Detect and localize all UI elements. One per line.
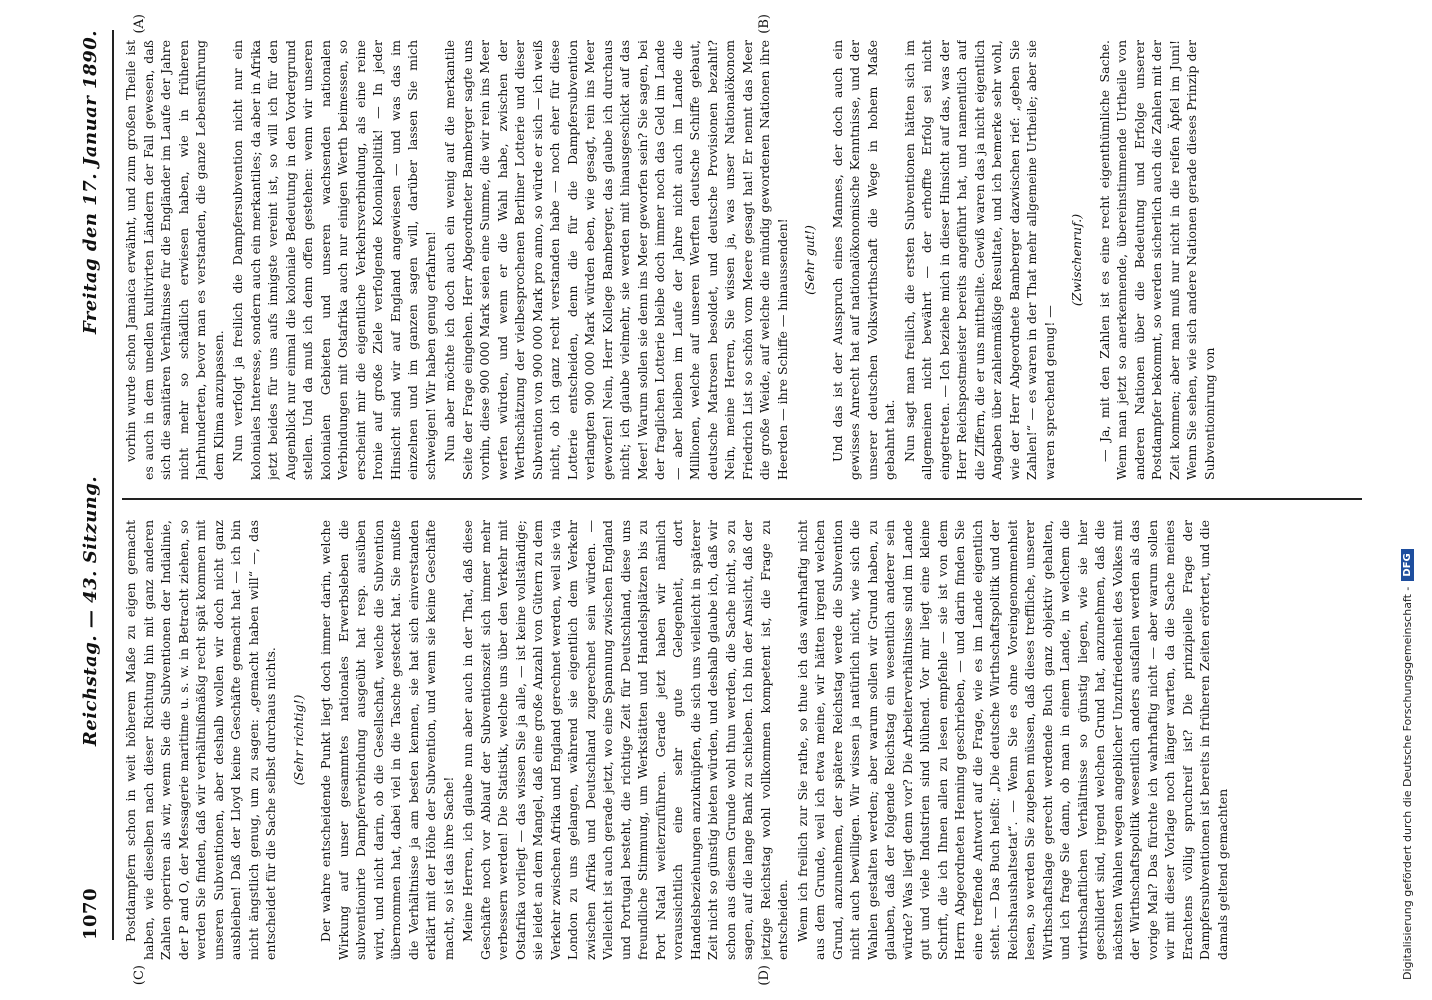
left-text-column [122, 40, 1352, 480]
page-header [70, 30, 110, 940]
paragraph: Nun verfolgt ja freilich die Dampfersubvention nicht nur ein koloniales Interesse, sondern auch ein merkantiles; da aber in Afrika jetzt beides für uns aufs innigste vereint ist, so will ich für den Augenblick nur einmal die koloniale Bedeutung in den Vordergrund stellen. Und da muß ich denn offen gestehen: wenn wir unseren kolonialen Gebieten und unseren wachsenden nationalen Verbindungen mit Ostafrika auch nur einigen Werth beimessen, so erscheint mir die eigentliche Verkehrsverbindung, als eine reine Ironie auf große Ziele verfolgende Kolonialpolitik! — In jeder Hinsicht sind wir auf England angewiesen — und was das im einzelnen und im ganzen sagen will, darüber lassen Sie mich schweigen! Wir haben genug erfahren! [230, 40, 438, 480]
digitization-credit [1392, 20, 1422, 980]
header-rule [112, 30, 114, 940]
paragraph: Nun aber möchte ich doch auch ein wenig auf die merkantile Seite der Frage eingehen. Herr Abgeordneter Bamberger sagte uns vorhin, diese 900 000 Mark seien eine Summe, die wir rein ins Meer werfen würden, und wenn er die Wahl habe, zwischen der Werthschätzung der vielbesprochenen Berliner Lotterie und dieser Subvention von 900 000 Mark pro anno, so würde er sich — ich weiß nicht, ob ich ganz recht verstanden habe — noch eher für diese Lotterie entscheiden, denn die für die Dampfersubvention verlangten 900 000 Mark würden eben, wie gesagt, rein ins Meer geworfen! Nein, Herr Kollege Bamberger, das glaube ich durchaus nicht; ich glaube vielmehr, sie werden mit hinausgeschickt auf das Meer! Warum sollen sie denn ins Meer geworfen sein? Sie sagen, bei der fraglichen Lotterie bleibe doch immer noch das Geld im Lande — aber bleiben im Laufe der Jahre nicht auch im Lande die Millionen, welche auf unseren Werften deutsche Schiffe gebaut, deutsche Matrosen besoldet, und deutsche Provisionen bezahlt? Nein, meine Herren, Sie wissen ja, was unser Nationalökonom Friedrich List so schön vom Meere gesagt hat! Er nennt das Meer die große Weide, auf welche die mündig gewordenen Nationen ihre Heerden — ihre Schiffe — hinaussenden! [442, 40, 790, 480]
column-divider [122, 498, 1362, 500]
interjection: (Zwischenruf.) [1069, 213, 1084, 307]
interjection: (Sehr gut!) [802, 225, 817, 295]
dfg-logo: DFG [1401, 549, 1414, 580]
margin-marker-c: (C) [132, 965, 147, 986]
paragraph: Nun sagt man freilich, die ersten Subventionen hätten sich im allgemeinen nicht bewährt — der erhoffte Erfolg sei nicht eingetreten. — Ich beziehe mich in dieser Hinsicht auf das, was der Herr Reichspostmeister bereits angeführt hat, und namentlich auf die Ziffern, die er uns mittheilte. Gewiß waren das ja nicht eigentlich Angaben über zahlenmäßige Resultate, und ich bemerke sehr wohl, wie der Herr Abgeordnete Bamberger dazwischen rief: „geben Sie Zahlen!“ — es waren in der That mehr allgemeine Urtheile; aber sie waren sprechend genug! — [901, 40, 1057, 480]
interjection: (Sehr richtig!) [290, 694, 306, 786]
margin-marker-a: (A) [132, 14, 147, 34]
paragraph: Der wahre entscheidende Punkt liegt doch immer darin, welche Wirkung auf unser gesammtes nationales Erwerbsleben die subventionirte Dampferverbindung ausgeübt hat resp. ausüben wird, und nicht darin, ob die Gesellschaft, welche die Subvention übernommen hat, dabei viel in die Tasche gesteckt hat. Sie mußte die Verhältnisse ja am besten kennen, sie hat sich einverstanden erklärt mit der Höhe der Subvention, und wenn sie keine Geschäfte macht, so ist das ihre Sache! [318, 520, 456, 960]
paragraph: vorhin wurde schon Jamaica erwähnt, und zum großen Theile ist es auch in dem unedlen kultivirten Ländern der Fall gewesen, daß sich die sanitären Verhältnisse für die Engländer im Laufe der Jahre nicht mehr so schädlich erwiesen haben, wie in früheren Jahrhunderten, bevor man es verstanden, die ganze Lebensführung dem Klima anzupassen. [123, 40, 226, 480]
margin-marker-b: (B) [757, 14, 772, 34]
paragraph: Wenn ich freilich zur Sie rathe, so thue ich das wahrhaftig nicht aus dem Grunde, weil ich etwa meine, wir hätten irgend welchen Grund, anzunehmen, der spätere Reichstag werde die Subvention nicht auch bewilligen. Wir wissen ja natürlich nicht, wie sich die Wahlen gestalten werden; aber warum sollen wir Grund haben, zu glauben, daß der folgende Reichstag ein wesentlich anderer sein würde? Was liegt denn vor? Die Arbeiterverhältnisse sind im Lande gut und viele Industrien sind blühend. Vor mir liegt eine kleine Schrift, die ich Ihnen allen zu lesen empfehle — sie ist von dem Herrn Abgeordneten Henning geschrieben, — und darin finden Sie eine treffende Antwort auf die Frage, wie es im Lande eigentlich steht. — Das Buch heißt: „Die deutsche Wirthschaftspolitik und der Reichshaushaltsetat“. — Wenn Sie es ohne Voreingenommenheit lesen, so werden Sie zugeben müssen, daß dieses treffliche, unserer Wirthschaftslage gerecht werdende Buch ganz objektiv gehalten, und ich frage Sie dann, ob man in einem Lande, in welchem die wirthschaftlichen Verhältnisse so günstig liegen, wie sie hier geschildert sind, irgend welchen Grund hat, anzunehmen, daß die nächsten Wahlen wegen angeblicher Unzufriedenheit des Volkes mit der Wirthschaftspolitik wesentlich anders ausfallen werden als das vorige Mal? Das fürchte ich wahrhaftig nicht — aber warum sollen wir mit dieser Vorlage noch länger warten, da die Sache meines Erachtens völlig spruchreif ist? Die prinzipielle Frage der Dampfersubventionen ist bereits in früheren Zeiten erörtert, und die damals geltend gemachten [794, 520, 1230, 960]
margin-marker-d: (D) [757, 965, 772, 986]
right-text-column [122, 520, 1352, 960]
paragraph: — Ja, mit den Zahlen ist es eine recht eigenthümliche Sache. Wenn man jetzt so anerkennende, übereinstimmende Urtheile von anderen Nationen über die Bedeutung und Erfolge unserer Postdampfer bekommt, so werden sicherlich auch die Zahlen mit der Zeit kommen; aber man muß nur nicht in die reifen Äpfel im Juni! Wenn Sie sehen, wie sich andere Nationen gerade dieses Prinzip der Subventionirung von [1096, 40, 1217, 480]
credit-text: Digitalisierung gefördert durch die Deutsche Forschungsgemeinschaft - [1400, 586, 1414, 980]
session-title: Reichstag. — 43. Sitzung. [79, 475, 101, 747]
paragraph: Und das ist der Ausspruch eines Mannes, der doch auch ein gewisses Anrecht hat auf nationalökonomische Kenntnisse, und der unserer deutschen Volkswirthschaft die Wege in hohem Maße gebahnt hat. [829, 40, 897, 480]
session-date: Freitag den 17. Januar 1890. [79, 30, 101, 335]
page-number: 1070 [79, 887, 101, 940]
paragraph: Meine Herren, ich glaube nun aber auch in der That, daß diese Geschäfte noch vor Ablauf der Subventionszeit sich immer mehr verbessern werden! Die Statistik, welche uns über den Verkehr mit Ostafrika vorliegt — das wissen Sie ja alle, — ist keine vollständige; sie leidet an dem Mangel, daß eine große Anzahl von Gütern zu dem Verkehr zwischen Afrika und England gerechnet werden, weil sie via London zu uns gelangen, während sie eigentlich dem Verkehr zwischen Afrika und Deutschland zugerechnet sein würden. — Vielleicht ist auch gerade jetzt, wo eine Spannung zwischen England und Portugal besteht, die richtige Zeit für Deutschland, diese uns freundliche Stimmung, um Werkstätten und Handelsplätzen bis zu Port Natal weiterzuführen. Gerade jetzt haben wir nämlich voraussichtlich eine sehr gute Gelegenheit, dort Handelsbeziehungen anzuknüpfen, die sich uns vielleicht in späterer Zeit nicht so günstig bieten würden, und deshalb glaube ich, daß wir schon aus diesem Grunde wohl thun werden, die Sache nicht, so zu sagen, auf die lange Bank zu schieben. Ich bin der Ansicht, daß der jetzige Reichstag wohl vollkommen kompetent ist, die Frage zu entscheiden. [460, 520, 790, 960]
paragraph: Postdampfern schon in weit höherem Maße zu eigen gemacht haben, wie dieselben nach dieser Richtung hin mit ganz anderen Zahlen operiren als wir, wenn Sie die Subventionen der Indialinie, der P and O, der Messagerie maritime u. s. w. in Betracht ziehen, so werden Sie finden, daß wir verhältnißmäßig recht spät kommen mit unseren Subventionen, aber deshalb wollen wir doch nicht ganz ausbleiben! Daß der Lloyd keine Geschäfte gemacht hat — ich bin nicht ängstlich genug, um zu sagen: „gemacht haben will“ —, das entscheidet für die Sache selbst durchaus nichts. [123, 520, 278, 960]
